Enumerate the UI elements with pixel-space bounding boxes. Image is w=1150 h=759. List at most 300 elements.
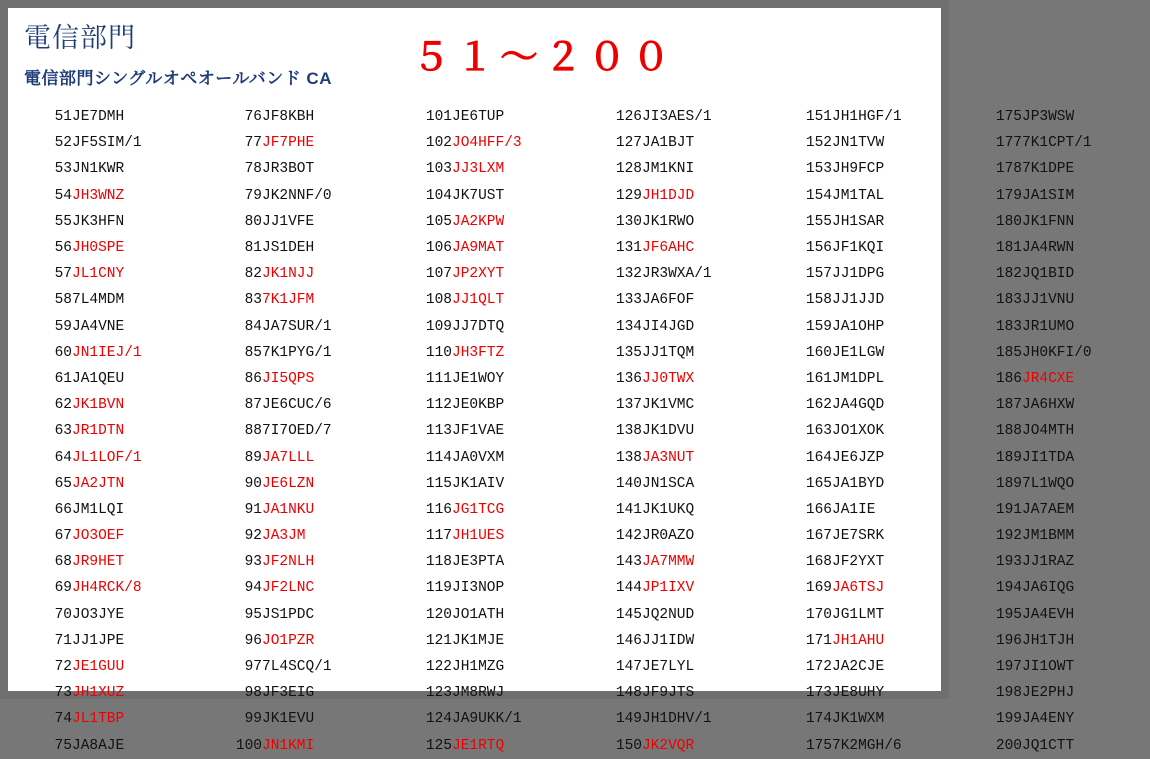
column-spacer <box>960 733 968 759</box>
column-spacer <box>770 366 778 392</box>
callsign-cell: JA6FOF <box>642 292 695 309</box>
rank-cell: 185 <box>995 344 1022 361</box>
column-spacer <box>580 340 588 366</box>
column-spacer <box>200 156 208 182</box>
column-spacer <box>200 523 208 549</box>
callsign-cell: JS1PDC <box>262 606 315 623</box>
callsign-cell: JN1SCA <box>642 475 695 492</box>
column-spacer <box>390 733 398 759</box>
table-row <box>18 680 1150 706</box>
table-row <box>18 130 1150 156</box>
rank-cell: 135 <box>615 344 642 361</box>
column-spacer <box>200 654 208 680</box>
callsign-cell: JJ1JJD <box>832 292 885 309</box>
callsign-cell: JJ3LXM <box>452 161 505 178</box>
callsign-cell: JK3HFN <box>72 213 125 230</box>
column-spacer <box>770 602 778 628</box>
callsign-cell: JF2YXT <box>832 554 885 571</box>
table-row <box>18 575 1150 601</box>
table-row <box>18 261 1150 287</box>
rank-cell: 163 <box>805 423 832 440</box>
column-spacer <box>960 314 968 340</box>
column-spacer <box>390 602 398 628</box>
rank-cell: 121 <box>425 632 452 649</box>
rank-cell: 148 <box>615 685 642 702</box>
rank-cell: 173 <box>805 685 832 702</box>
table-row <box>18 235 1150 261</box>
rank-cell: 73 <box>54 685 72 702</box>
rank-cell: 193 <box>995 554 1022 571</box>
column-spacer <box>200 497 208 523</box>
column-spacer <box>580 418 588 444</box>
table-row <box>18 287 1150 313</box>
callsign-cell: JJ1RAZ <box>1022 554 1075 571</box>
rank-cell: 170 <box>805 606 832 623</box>
callsign-cell: JO4MTH <box>1022 423 1075 440</box>
callsign-cell: JK1FNN <box>1022 213 1075 230</box>
callsign-cell: JA3JM <box>262 528 306 545</box>
rank-cell: 102 <box>425 135 452 152</box>
column-spacer <box>960 575 968 601</box>
column-spacer <box>580 156 588 182</box>
rank-cell: 144 <box>615 580 642 597</box>
rank-cell: 150 <box>615 737 642 754</box>
rank-cell: 125 <box>425 737 452 754</box>
rank-cell: 132 <box>615 266 642 283</box>
rank-cell: 77 <box>244 135 262 152</box>
rank-cell: 53 <box>54 161 72 178</box>
rank-cell: 93 <box>244 554 262 571</box>
rank-cell: 70 <box>54 606 72 623</box>
callsign-cell: 7L4MDM <box>72 292 125 309</box>
column-spacer <box>770 628 778 654</box>
column-spacer <box>770 654 778 680</box>
callsign-cell: JA1IE <box>832 501 876 518</box>
callsign-cell: JN1KMI <box>262 737 315 754</box>
column-spacer <box>200 340 208 366</box>
rank-cell: 140 <box>615 475 642 492</box>
column-spacer <box>960 706 968 732</box>
rank-cell: 147 <box>615 659 642 676</box>
callsign-cell: JH1HGF/1 <box>832 109 902 126</box>
callsign-cell: JA4EVH <box>1022 606 1075 623</box>
callsign-cell: JJ1JPE <box>72 632 125 649</box>
callsign-cell: JE1LGW <box>832 344 885 361</box>
callsign-cell: 7K2MGH/6 <box>832 737 902 754</box>
rank-cell: 159 <box>805 318 832 335</box>
callsign-cell: JE3PTA <box>452 554 505 571</box>
callsign-cell: JK1AIV <box>452 475 505 492</box>
callsign-cell: JA1OHP <box>832 318 885 335</box>
callsign-cell: JE6CUC/6 <box>262 397 332 414</box>
callsign-cell: JA6IQG <box>1022 580 1075 597</box>
column-spacer <box>960 287 968 313</box>
rank-cell: 152 <box>805 135 832 152</box>
callsign-cell: JJ1TQM <box>642 344 695 361</box>
callsign-cell: JH1SAR <box>832 213 885 230</box>
column-spacer <box>960 602 968 628</box>
column-spacer <box>960 523 968 549</box>
callsign-cell: JK1RWO <box>642 213 695 230</box>
callsign-cell: JM1BMM <box>1022 528 1075 545</box>
rank-cell: 133 <box>615 292 642 309</box>
column-spacer <box>390 680 398 706</box>
rank-cell: 89 <box>244 449 262 466</box>
callsign-cell: JH1XUZ <box>72 685 125 702</box>
rank-cell: 106 <box>425 240 452 257</box>
callsign-cell: JA2CJE <box>832 659 885 676</box>
table-row <box>18 602 1150 628</box>
callsign-cell: JN1KWR <box>72 161 125 178</box>
rank-cell: 130 <box>615 213 642 230</box>
callsign-cell: JP2XYT <box>452 266 505 283</box>
table-row <box>18 366 1150 392</box>
rank-cell: 107 <box>425 266 452 283</box>
column-spacer <box>200 471 208 497</box>
callsign-cell: JH9FCP <box>832 161 885 178</box>
rank-cell: 171 <box>805 632 832 649</box>
rank-cell: 178 <box>995 161 1022 178</box>
callsign-cell: JS1DEH <box>262 240 315 257</box>
callsign-cell: JE1WOY <box>452 370 505 387</box>
rank-cell: 177 <box>995 135 1022 152</box>
column-spacer <box>580 706 588 732</box>
column-spacer <box>960 209 968 235</box>
column-spacer <box>390 628 398 654</box>
callsign-cell: JE7LYL <box>642 659 695 676</box>
callsign-cell: JF2LNC <box>262 580 315 597</box>
rank-cell: 105 <box>425 213 452 230</box>
rank-cell: 136 <box>615 370 642 387</box>
callsign-cell: JR9HET <box>72 554 125 571</box>
column-spacer <box>770 104 778 130</box>
callsign-cell: JO3OEF <box>72 528 125 545</box>
column-spacer <box>200 733 208 759</box>
rank-cell: 118 <box>425 554 452 571</box>
rank-cell: 81 <box>244 240 262 257</box>
rank-cell: 183 <box>995 292 1022 309</box>
rank-cell: 100 <box>235 737 262 754</box>
page-subtitle: 電信部門シングルオペオールバンド CA <box>24 69 332 88</box>
column-spacer <box>960 418 968 444</box>
callsign-cell: 7I7OED/7 <box>262 423 332 440</box>
rank-cell: 108 <box>425 292 452 309</box>
rank-cell: 120 <box>425 606 452 623</box>
callsign-cell: JA7SUR/1 <box>262 318 332 335</box>
callsign-cell: JA9MAT <box>452 240 505 257</box>
column-spacer <box>390 366 398 392</box>
column-spacer <box>580 104 588 130</box>
column-spacer <box>960 130 968 156</box>
rank-cell: 111 <box>425 370 452 387</box>
column-spacer <box>390 444 398 470</box>
column-spacer <box>580 602 588 628</box>
rank-cell: 59 <box>54 318 72 335</box>
rank-cell: 97 <box>244 659 262 676</box>
callsign-cell: JF8KBH <box>262 109 315 126</box>
callsign-cell: JK1BVN <box>72 397 125 414</box>
rank-range-label: ５１～２００ <box>412 37 677 79</box>
rank-cell: 154 <box>805 187 832 204</box>
column-spacer <box>200 130 208 156</box>
sheet-header <box>8 8 941 96</box>
rank-cell: 57 <box>54 266 72 283</box>
callsign-cell: JG1TCG <box>452 501 505 518</box>
column-spacer <box>960 444 968 470</box>
rank-cell: 88 <box>244 423 262 440</box>
column-spacer <box>580 235 588 261</box>
column-spacer <box>390 104 398 130</box>
rank-cell: 115 <box>425 475 452 492</box>
rank-cell: 172 <box>805 659 832 676</box>
column-spacer <box>960 628 968 654</box>
rank-cell: 112 <box>425 397 452 414</box>
callsign-cell: JK1DVU <box>642 423 695 440</box>
rank-cell: 124 <box>425 711 452 728</box>
rank-cell: 96 <box>244 632 262 649</box>
column-spacer <box>960 497 968 523</box>
rank-cell: 141 <box>615 501 642 518</box>
rank-cell: 134 <box>615 318 642 335</box>
column-spacer <box>200 706 208 732</box>
callsign-cell: JQ2NUD <box>642 606 695 623</box>
rank-cell: 200 <box>995 737 1022 754</box>
callsign-cell: JE6LZN <box>262 475 315 492</box>
column-spacer <box>390 523 398 549</box>
callsign-cell: 7K1DPE <box>1022 161 1075 178</box>
rank-cell: 174 <box>805 711 832 728</box>
table-row <box>18 654 1150 680</box>
rank-cell: 61 <box>54 370 72 387</box>
callsign-cell: JQ1CTT <box>1022 737 1075 754</box>
callsign-cell: JA2KPW <box>452 213 505 230</box>
callsign-cell: JR1UMO <box>1022 318 1075 335</box>
rank-cell: 157 <box>805 266 832 283</box>
rank-cell: 76 <box>244 109 262 126</box>
rank-cell: 158 <box>805 292 832 309</box>
rank-cell: 114 <box>425 449 452 466</box>
column-spacer <box>390 392 398 418</box>
rank-cell: 169 <box>805 580 832 597</box>
callsign-cell: JJ0TWX <box>642 370 695 387</box>
callsign-cell: JA2JTN <box>72 475 125 492</box>
column-spacer <box>580 628 588 654</box>
column-spacer <box>770 733 778 759</box>
rank-cell: 167 <box>805 528 832 545</box>
rank-cell: 198 <box>995 685 1022 702</box>
rank-cell: 66 <box>54 501 72 518</box>
result-sheet <box>8 8 1092 754</box>
rank-cell: 51 <box>54 109 72 126</box>
rank-cell: 68 <box>54 554 72 571</box>
rank-cell: 151 <box>805 109 832 126</box>
column-spacer <box>770 235 778 261</box>
rank-cell: 197 <box>995 659 1022 676</box>
rank-cell: 137 <box>615 397 642 414</box>
callsign-cell: JN1TVW <box>832 135 885 152</box>
callsign-cell: JE1RTQ <box>452 737 505 754</box>
callsign-cell: JM1TAL <box>832 187 885 204</box>
column-spacer <box>770 523 778 549</box>
column-spacer <box>200 575 208 601</box>
column-spacer <box>770 392 778 418</box>
column-spacer <box>390 130 398 156</box>
column-spacer <box>580 130 588 156</box>
rank-cell: 153 <box>805 161 832 178</box>
column-spacer <box>960 549 968 575</box>
column-spacer <box>390 261 398 287</box>
rank-cell: 109 <box>425 318 452 335</box>
rank-cell: 71 <box>54 632 72 649</box>
column-spacer <box>580 366 588 392</box>
rank-cell: 188 <box>995 423 1022 440</box>
callsign-cell: JA1BYD <box>832 475 885 492</box>
column-spacer <box>390 209 398 235</box>
column-spacer <box>200 261 208 287</box>
column-spacer <box>770 314 778 340</box>
callsign-cell: JI1TDA <box>1022 449 1075 466</box>
callsign-cell: JK1EVU <box>262 711 315 728</box>
column-spacer <box>580 497 588 523</box>
rank-cell: 122 <box>425 659 452 676</box>
column-spacer <box>770 209 778 235</box>
column-spacer <box>390 471 398 497</box>
column-spacer <box>200 549 208 575</box>
rank-cell: 175 <box>995 109 1022 126</box>
callsign-cell: JI3AES/1 <box>642 109 712 126</box>
column-spacer <box>390 156 398 182</box>
callsign-cell: JJ1DPG <box>832 266 885 283</box>
callsign-cell: JE7SRK <box>832 528 885 545</box>
callsign-cell: JF3EIG <box>262 685 315 702</box>
results-table <box>18 104 1150 759</box>
column-spacer <box>390 654 398 680</box>
column-spacer <box>580 287 588 313</box>
callsign-cell: JA4RWN <box>1022 240 1075 257</box>
callsign-cell: JE2PHJ <box>1022 685 1075 702</box>
rank-cell: 123 <box>425 685 452 702</box>
callsign-cell: JJ1IDW <box>642 632 695 649</box>
table-row <box>18 706 1150 732</box>
table-row <box>18 156 1150 182</box>
rank-cell: 138 <box>615 423 642 440</box>
callsign-cell: JG1LMT <box>832 606 885 623</box>
column-spacer <box>390 549 398 575</box>
table-row <box>18 418 1150 444</box>
callsign-cell: JI4JGD <box>642 318 695 335</box>
callsign-cell: JI5QPS <box>262 370 315 387</box>
rank-cell: 55 <box>54 213 72 230</box>
callsign-cell: JA1NKU <box>262 501 315 518</box>
table-row <box>18 523 1150 549</box>
callsign-cell: JH3WNZ <box>72 187 125 204</box>
callsign-cell: JF7PHE <box>262 135 315 152</box>
column-spacer <box>200 418 208 444</box>
rank-cell: 95 <box>244 606 262 623</box>
callsign-cell: JA4ENY <box>1022 711 1075 728</box>
rank-cell: 98 <box>244 685 262 702</box>
rank-cell: 103 <box>425 161 452 178</box>
callsign-cell: JE6JZP <box>832 449 885 466</box>
rank-cell: 155 <box>805 213 832 230</box>
rank-cell: 199 <box>995 711 1022 728</box>
column-spacer <box>390 314 398 340</box>
rank-cell: 94 <box>244 580 262 597</box>
column-spacer <box>770 340 778 366</box>
callsign-cell: 7K1CPT/1 <box>1022 135 1092 152</box>
callsign-cell: JK2VQR <box>642 737 695 754</box>
callsign-cell: JA6HXW <box>1022 397 1075 414</box>
callsign-cell: JK1NJJ <box>262 266 315 283</box>
rank-cell: 186 <box>995 370 1022 387</box>
callsign-cell: JH1UES <box>452 528 505 545</box>
callsign-cell: JA3NUT <box>642 449 695 466</box>
callsign-cell: JE0KBP <box>452 397 505 414</box>
column-spacer <box>390 235 398 261</box>
rank-cell: 161 <box>805 370 832 387</box>
rank-cell: 117 <box>425 528 452 545</box>
rank-cell: 90 <box>244 475 262 492</box>
callsign-cell: JM8RWJ <box>452 685 505 702</box>
rank-cell: 84 <box>244 318 262 335</box>
column-spacer <box>580 471 588 497</box>
rank-cell: 194 <box>995 580 1022 597</box>
callsign-cell: JR3WXA/1 <box>642 266 712 283</box>
callsign-cell: JH1MZG <box>452 659 505 676</box>
callsign-cell: JO3JYE <box>72 606 125 623</box>
column-spacer <box>200 209 208 235</box>
column-spacer <box>200 235 208 261</box>
rank-cell: 192 <box>995 528 1022 545</box>
callsign-cell: JP3WSW <box>1022 109 1075 126</box>
column-spacer <box>200 392 208 418</box>
rank-cell: 142 <box>615 528 642 545</box>
rank-cell: 75 <box>54 737 72 754</box>
column-spacer <box>580 549 588 575</box>
callsign-cell: JK1WXM <box>832 711 885 728</box>
callsign-cell: JH0SPE <box>72 240 125 257</box>
column-spacer <box>200 183 208 209</box>
callsign-cell: JA4VNE <box>72 318 125 335</box>
rank-cell: 85 <box>244 344 262 361</box>
rank-cell: 145 <box>615 606 642 623</box>
rank-cell: 183 <box>995 318 1022 335</box>
column-spacer <box>580 392 588 418</box>
rank-cell: 80 <box>244 213 262 230</box>
rank-cell: 74 <box>54 711 72 728</box>
callsign-cell: JA1BJT <box>642 135 695 152</box>
column-spacer <box>200 628 208 654</box>
callsign-cell: JO1XOK <box>832 423 885 440</box>
rank-cell: 165 <box>805 475 832 492</box>
callsign-cell: JR3BOT <box>262 161 315 178</box>
callsign-cell: JK1UKQ <box>642 501 695 518</box>
column-spacer <box>580 444 588 470</box>
callsign-cell: JN1IEJ/1 <box>72 344 142 361</box>
column-spacer <box>770 497 778 523</box>
column-spacer <box>580 314 588 340</box>
callsign-cell: JA7MMW <box>642 554 695 571</box>
column-spacer <box>960 183 968 209</box>
callsign-cell: JA0VXM <box>452 449 505 466</box>
column-spacer <box>960 654 968 680</box>
column-spacer <box>580 209 588 235</box>
callsign-cell: JH1TJH <box>1022 632 1075 649</box>
callsign-cell: JJ7DTQ <box>452 318 505 335</box>
column-spacer <box>960 471 968 497</box>
rank-cell: 110 <box>425 344 452 361</box>
column-spacer <box>390 183 398 209</box>
